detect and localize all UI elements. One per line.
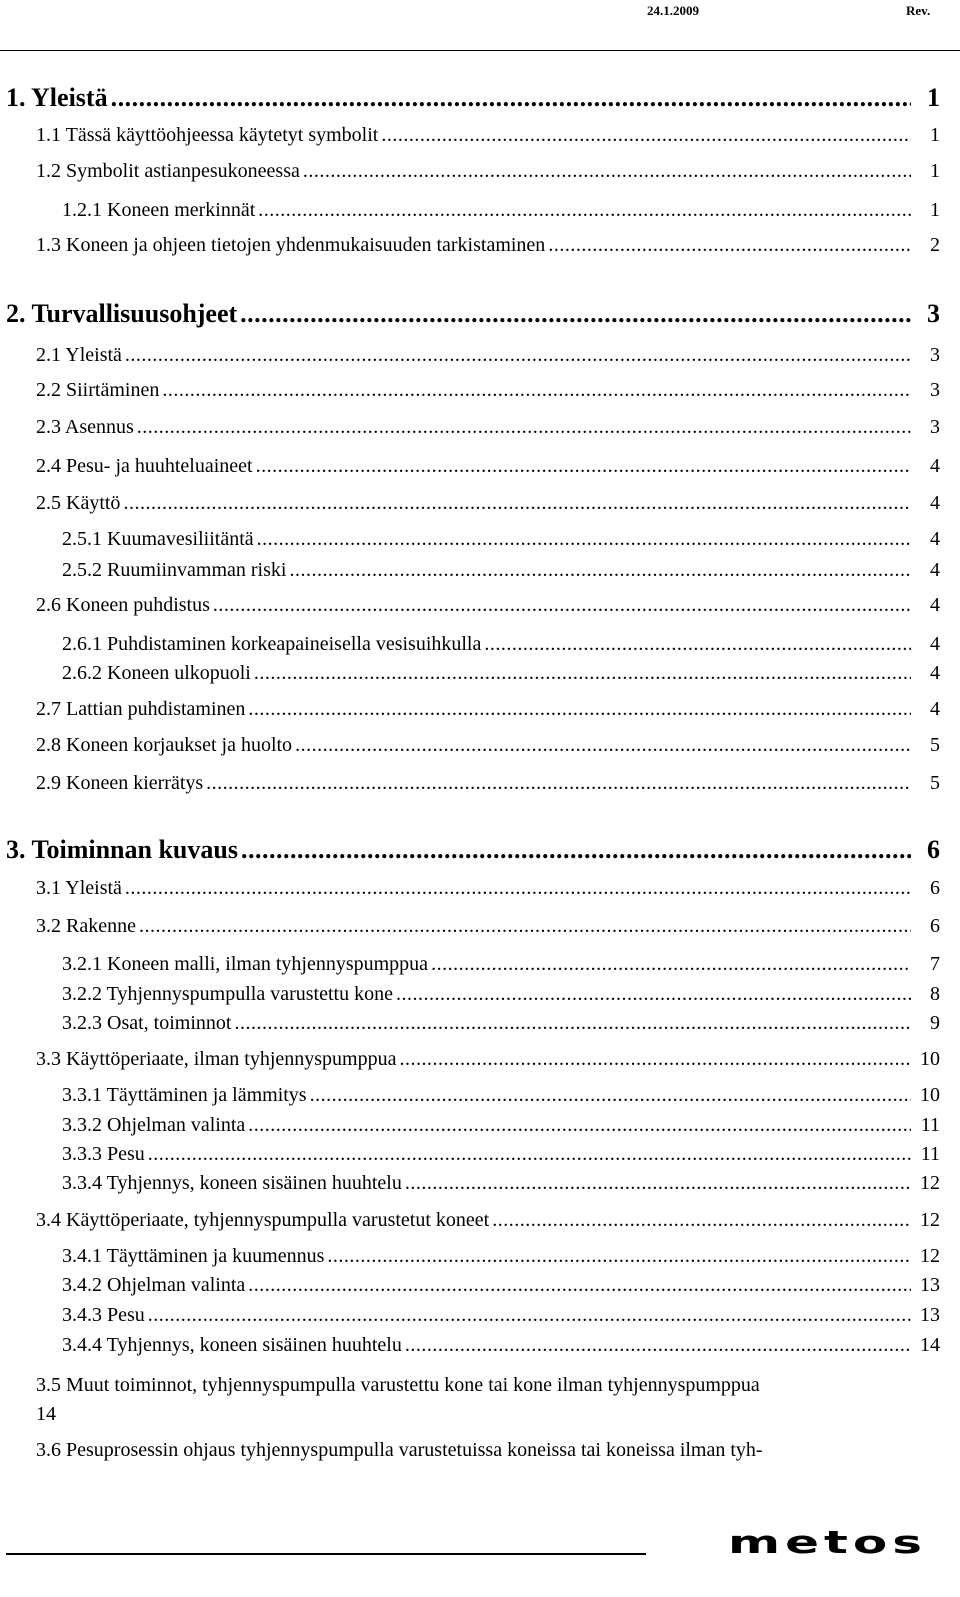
dot-leader xyxy=(327,1245,911,1268)
header-date: 24.1.2009 xyxy=(647,3,699,18)
toc-entry[interactable] xyxy=(36,915,940,938)
dot-leader xyxy=(248,698,911,721)
toc-entry-page: 13 xyxy=(920,1274,940,1296)
dot-leader xyxy=(303,160,911,183)
toc-entry-label: 2. Turvallisuusohjeet xyxy=(6,299,238,328)
toc-entry-label: 3.4 Käyttöperiaate, tyhjennyspumpulla varustetut koneet xyxy=(36,1209,490,1231)
dot-leader xyxy=(405,1172,911,1195)
toc-entry[interactable] xyxy=(62,1334,940,1357)
dot-leader xyxy=(111,83,911,113)
toc-entry-label: 2.6 Koneen puhdistus xyxy=(36,594,210,616)
toc-entry-3-5-page xyxy=(36,1403,56,1426)
toc-entry-page: 6 xyxy=(927,835,940,864)
dot-leader xyxy=(123,492,911,515)
toc-entry-label: 2.9 Koneen kierrätys xyxy=(36,772,204,794)
toc-entry-label: 2.7 Lattian puhdistaminen xyxy=(36,698,246,720)
toc-entry-page: 4 xyxy=(930,633,940,655)
toc-entry-page: 12 xyxy=(920,1245,940,1267)
toc-entry-label: 1.2 Symbolit astianpesukoneessa xyxy=(36,160,300,182)
dot-leader xyxy=(248,1114,911,1137)
metos-logo: metos xyxy=(728,1524,928,1561)
toc-entry[interactable] xyxy=(62,983,940,1006)
toc-entry-page: 14 xyxy=(36,1403,56,1425)
toc-entry-label: 3.1 Yleistä xyxy=(36,877,122,899)
dot-leader xyxy=(213,594,911,617)
toc-entry-page: 5 xyxy=(930,734,940,756)
toc-entry-label: 2.5.1 Kuumavesiliitäntä xyxy=(62,528,254,550)
toc-entry[interactable] xyxy=(62,953,940,976)
toc-entry[interactable] xyxy=(62,1084,940,1107)
toc-entry-page: 10 xyxy=(920,1048,940,1070)
toc-entry-page: 4 xyxy=(930,528,940,550)
dot-leader xyxy=(431,953,911,976)
toc-entry-page: 3 xyxy=(930,416,940,438)
toc-entry[interactable] xyxy=(62,1304,940,1327)
dot-leader xyxy=(492,1209,911,1232)
dot-leader xyxy=(310,1084,911,1107)
toc-entry-label: 3.3.3 Pesu xyxy=(62,1143,145,1165)
toc-entry[interactable] xyxy=(36,234,940,257)
toc-entry[interactable] xyxy=(36,160,940,183)
dot-leader xyxy=(295,734,911,757)
dot-leader xyxy=(289,559,911,582)
toc-entry-page: 6 xyxy=(930,915,940,937)
toc-entry-3-5[interactable] xyxy=(36,1374,760,1397)
toc-entry[interactable] xyxy=(36,698,940,721)
dot-leader xyxy=(234,1012,911,1035)
toc-entry-label: 1.3 Koneen ja ohjeen tietojen yhdenmukaisuuden tarkistaminen xyxy=(36,234,546,256)
toc-entry[interactable] xyxy=(36,734,940,757)
toc-entry[interactable] xyxy=(36,492,940,515)
toc-entry[interactable] xyxy=(36,124,940,147)
toc-entry[interactable] xyxy=(36,379,940,402)
toc-entry[interactable] xyxy=(62,1143,940,1166)
toc-entry[interactable] xyxy=(6,83,940,113)
toc-entry-page: 1 xyxy=(927,83,940,112)
toc-entry[interactable] xyxy=(36,877,940,900)
toc-entry-label: 2.1 Yleistä xyxy=(36,344,122,366)
toc-entry[interactable] xyxy=(36,416,940,439)
toc-entry-page: 4 xyxy=(930,698,940,720)
footer-rule xyxy=(6,1553,646,1555)
dot-leader xyxy=(256,455,911,478)
toc-entry-page: 12 xyxy=(920,1209,940,1231)
toc-entry-label: 3.4.4 Tyhjennys, koneen sisäinen huuhtelu xyxy=(62,1334,402,1356)
toc-entry-page: 4 xyxy=(930,559,940,581)
toc-entry[interactable] xyxy=(62,559,940,582)
dot-leader xyxy=(254,662,911,685)
dot-leader xyxy=(162,379,911,402)
toc-entry-page: 10 xyxy=(920,1084,940,1106)
toc-entry-page: 14 xyxy=(920,1334,940,1356)
toc-entry-label: 3. Toiminnan kuvaus xyxy=(6,835,238,864)
toc-entry[interactable] xyxy=(36,1209,940,1232)
toc-entry[interactable] xyxy=(62,1012,940,1035)
toc-entry[interactable] xyxy=(62,1114,940,1137)
toc-entry[interactable] xyxy=(62,199,940,222)
dot-leader xyxy=(125,877,911,900)
toc-entry[interactable] xyxy=(62,1172,940,1195)
dot-leader xyxy=(139,915,911,938)
dot-leader xyxy=(148,1143,911,1166)
dot-leader xyxy=(125,344,911,367)
toc-entry-label: 3.3.2 Ohjelman valinta xyxy=(62,1114,246,1136)
toc-entry[interactable] xyxy=(62,1245,940,1268)
toc-entry[interactable] xyxy=(6,835,940,865)
dot-leader xyxy=(381,124,911,147)
toc-entry[interactable] xyxy=(36,1048,940,1071)
toc-entry-page: 1 xyxy=(930,199,940,221)
dot-leader xyxy=(248,1274,911,1297)
toc-entry-page: 1 xyxy=(930,124,940,146)
toc-entry-label: 2.6.2 Koneen ulkopuoli xyxy=(62,662,251,684)
toc-entry-label: 2.2 Siirtäminen xyxy=(36,379,160,401)
toc-entry[interactable] xyxy=(6,299,940,329)
toc-entry-page: 8 xyxy=(930,983,940,1005)
toc-entry[interactable] xyxy=(36,772,940,795)
toc-entry-page: 9 xyxy=(930,1012,940,1034)
toc-entry-label: 3.3.4 Tyhjennys, koneen sisäinen huuhtelu xyxy=(62,1172,402,1194)
toc-entry-label: 3.2 Rakenne xyxy=(36,915,136,937)
toc-entry[interactable] xyxy=(62,633,940,656)
dot-leader xyxy=(399,1048,911,1071)
toc-entry-label: 2.5.2 Ruumiinvamman riski xyxy=(62,559,287,581)
dot-leader xyxy=(484,633,911,656)
toc-entry-page: 4 xyxy=(930,492,940,514)
toc-entry-page: 11 xyxy=(920,1114,940,1136)
toc-entry-3-6[interactable] xyxy=(36,1439,763,1462)
toc-entry-page: 2 xyxy=(930,234,940,256)
toc-entry-label: 3.4.1 Täyttäminen ja kuumennus xyxy=(62,1245,325,1267)
toc-entry-page: 3 xyxy=(927,299,940,328)
toc-entry-label: 2.4 Pesu- ja huuhteluaineet xyxy=(36,455,253,477)
toc-entry-label: 2.3 Asennus xyxy=(36,416,134,438)
dot-leader xyxy=(396,983,911,1006)
toc-entry-page: 4 xyxy=(930,455,940,477)
toc-entry-label: 1. Yleistä xyxy=(6,83,108,112)
toc-entry-page: 11 xyxy=(920,1143,940,1165)
toc-entry-label: 1.2.1 Koneen merkinnät xyxy=(62,199,256,221)
toc-entry-label: 1.1 Tässä käyttöohjeessa käytetyt symbolit xyxy=(36,124,379,146)
toc-entry[interactable] xyxy=(62,662,940,685)
dot-leader xyxy=(257,528,911,551)
toc-entry-label: 3.2.3 Osat, toiminnot xyxy=(62,1012,232,1034)
toc-entry-label: 3.4.3 Pesu xyxy=(62,1304,145,1326)
toc-entry-page: 5 xyxy=(930,772,940,794)
toc-entry-page: 3 xyxy=(930,379,940,401)
toc-entry-label: 3.3.1 Täyttäminen ja lämmitys xyxy=(62,1084,307,1106)
dot-leader xyxy=(148,1304,911,1327)
header-revision: Rev. xyxy=(906,3,931,18)
toc-entry-page: 6 xyxy=(930,877,940,899)
toc-entry-page: 13 xyxy=(920,1304,940,1326)
dot-leader xyxy=(206,772,911,795)
toc-entry-label: 2.6.1 Puhdistaminen korkeapaineisella vesisuihkulla xyxy=(62,633,482,655)
dot-leader xyxy=(405,1334,911,1357)
dot-leader xyxy=(240,299,911,329)
toc-entry-label: 3.2.2 Tyhjennyspumpulla varustettu kone xyxy=(62,983,393,1005)
toc-entry-label: 2.8 Koneen korjaukset ja huolto xyxy=(36,734,293,756)
toc-entry[interactable] xyxy=(36,455,940,478)
toc-entry-page: 7 xyxy=(930,953,940,975)
toc-entry-page: 4 xyxy=(930,594,940,616)
toc-entry-label: 2.5 Käyttö xyxy=(36,492,121,514)
dot-leader xyxy=(258,199,911,222)
toc-entry-label: 3.2.1 Koneen malli, ilman tyhjennyspumppua xyxy=(62,953,429,975)
toc-entry-page: 4 xyxy=(930,662,940,684)
toc-entry-label: 3.4.2 Ohjelman valinta xyxy=(62,1274,246,1296)
dot-leader xyxy=(548,234,911,257)
dot-leader xyxy=(241,835,911,865)
toc-entry[interactable] xyxy=(62,528,940,551)
toc-entry[interactable] xyxy=(36,594,940,617)
toc-entry-label: 3.3 Käyttöperiaate, ilman tyhjennyspumppua xyxy=(36,1048,397,1070)
toc-entry[interactable] xyxy=(36,344,940,367)
toc-entry[interactable] xyxy=(62,1274,940,1297)
toc-entry-page: 12 xyxy=(920,1172,940,1194)
toc-entry-label: 3.6 Pesuprosessin ohjaus tyhjennyspumpulla varustetuissa koneissa tai koneissa ilman tyh- xyxy=(36,1439,763,1461)
dot-leader xyxy=(137,416,911,439)
toc-entry-page: 3 xyxy=(930,344,940,366)
toc-entry-label: 3.5 Muut toiminnot, tyhjennyspumpulla varustettu kone tai kone ilman tyhjennyspumppua xyxy=(36,1374,760,1396)
toc-entry-page: 1 xyxy=(930,160,940,182)
